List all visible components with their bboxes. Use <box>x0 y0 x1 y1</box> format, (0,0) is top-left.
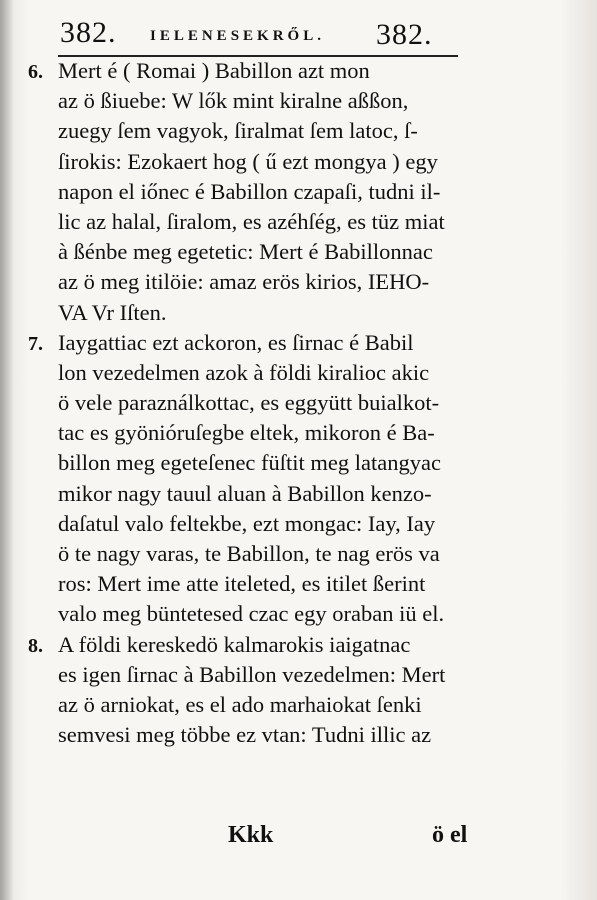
text-line <box>28 418 498 448</box>
verse-number: 7. <box>28 332 43 355</box>
line-text: à ßénbe meg egetetic: Mert é Babillonnac <box>58 239 433 265</box>
text-line <box>28 448 498 478</box>
line-text: billon meg egeteſenec füſtit meg latangyac <box>58 450 441 476</box>
text-line <box>28 86 498 116</box>
text-line <box>28 207 498 237</box>
catchword: ö el <box>432 822 468 848</box>
text-line <box>28 267 498 297</box>
text-line <box>28 539 498 569</box>
verse-number: 8. <box>28 634 43 657</box>
text-line <box>28 56 498 86</box>
line-text: ö te nagy varas, te Babillon, te nag erös va <box>58 541 440 566</box>
text-line <box>28 298 498 328</box>
line-text: valo meg büntetesed czac egy oraban iü el. <box>58 601 445 627</box>
line-text: ö vele paraználkottac, es eggyütt buialkot- <box>58 390 440 416</box>
running-title: IELENESEKRŐL. <box>150 28 325 44</box>
line-text: VA Vr Iſten. <box>58 299 167 325</box>
verse-number: 6. <box>28 61 43 83</box>
line-text: az ö ßiuebe: W lők mint kiralne aßßon, <box>58 88 409 114</box>
line-text: az ö meg itilöie: amaz erös kirios, IEHO- <box>58 269 430 295</box>
text-line <box>28 660 498 690</box>
text-line <box>28 177 498 207</box>
line-text: es igen ſirnac à Babillon vezedelmen: Mert <box>58 661 446 687</box>
line-text: daſatul valo feltekbe, ezt mongac: Iay, Iay <box>58 510 436 536</box>
text-line <box>28 630 498 660</box>
line-text: napon el iőnec é Babillon czapaſi, tudni il- <box>58 178 441 204</box>
line-text: semvesi meg többe ez vtan: Tudni illic az <box>58 722 432 748</box>
line-text: ſirokis: Ezokaert hog ( ű ezt mongya ) egy <box>58 148 438 174</box>
text-line <box>28 147 498 177</box>
line-text: mikor nagy tauul aluan à Babillon kenzo- <box>58 480 432 506</box>
text-line <box>28 388 498 418</box>
line-text: lic az halal, ſiralom, es azéhſég, es tüz miat <box>58 208 445 234</box>
text-line <box>28 720 498 750</box>
signature-mark: Kkk <box>228 822 274 848</box>
line-text: ros: Mert ime atte iteleted, es itilet ßerint <box>58 571 426 597</box>
page-number-right: 382. <box>376 18 433 51</box>
line-text: lon vezedelmen azok à földi kiralioc akic <box>58 359 430 385</box>
page-footer <box>0 818 597 858</box>
line-text: tac es gyönióruſegbe eltek, mikoron é Ba- <box>58 420 435 446</box>
text-line <box>28 599 498 629</box>
text-line <box>28 358 498 388</box>
line-text: Mert é ( Romai ) Babillon azt mon <box>58 58 370 83</box>
text-line <box>28 116 498 146</box>
line-text: Iaygattiac ezt ackoron, es ſirnac é Babil <box>58 329 414 355</box>
line-text: az ö arniokat, es el ado marhaiokat ſenki <box>58 691 422 717</box>
text-line <box>28 237 498 267</box>
text-line <box>28 479 498 509</box>
text-line <box>28 328 498 358</box>
page-number-left: 382. <box>60 16 117 49</box>
gutter-shadow <box>0 0 14 900</box>
text-line <box>28 509 498 539</box>
main-text <box>28 56 498 750</box>
running-header <box>58 12 458 52</box>
line-text: zuegy ſem vagyok, ſiralmat ſem latoc, ſ- <box>58 118 418 144</box>
text-line <box>28 690 498 720</box>
line-text: A földi kereskedö kalmarokis iaigatnac <box>58 631 411 657</box>
text-line <box>28 569 498 599</box>
